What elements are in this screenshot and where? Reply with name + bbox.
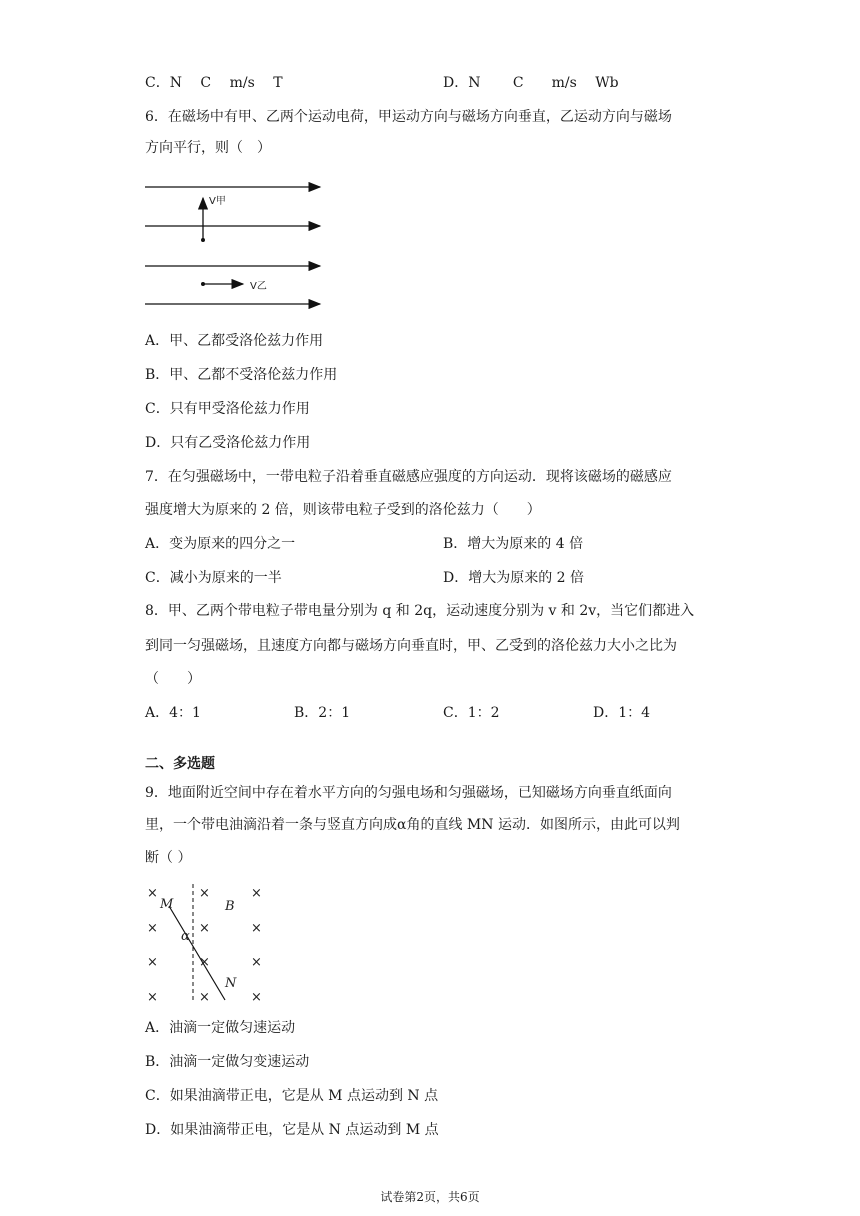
q6-stem-line2: 方向平行，则（ ）: [145, 140, 271, 156]
q8-stem-line1: 8．甲、乙两个带电粒子带电量分别为 q 和 2q，运动速度分别为 v 和 2v，当它们都进入: [145, 603, 695, 619]
page-footer: 试卷第2页，共6页: [380, 1190, 480, 1204]
label-v-yi: V乙: [250, 281, 267, 292]
q9-stem-line3: 断（ ）: [145, 850, 192, 866]
q5-option-d: D．N C m/s Wb: [443, 75, 619, 91]
q6-stem-line1: 6．在磁场中有甲、乙两个运动电荷，甲运动方向与磁场方向垂直，乙运动方向与磁场: [145, 109, 672, 125]
q9-field-diagram: [145, 880, 275, 1010]
cross-mark: ×: [147, 955, 158, 970]
cross-mark: ×: [251, 990, 262, 1005]
q9-option-a: A．油滴一定做匀速运动: [145, 1020, 296, 1036]
label-n: N: [225, 976, 237, 991]
q9-stem-line2: 里，一个带电油滴沿着一条与竖直方向成α角的直线 MN 运动．如图所示，由此可以判: [145, 817, 680, 833]
cross-mark: ×: [147, 921, 158, 936]
cross-mark: ×: [199, 990, 210, 1005]
q8-option-b: B．2：1: [294, 705, 351, 721]
q9-option-d: D．如果油滴带正电，它是从 N 点运动到 M 点: [145, 1122, 439, 1138]
q5-option-c: C．N C m/s T: [145, 75, 283, 91]
q7-option-b: B．增大为原来的 4 倍: [443, 536, 584, 552]
q9-option-b: B．油滴一定做匀变速运动: [145, 1054, 310, 1070]
q8-stem-line3: （ ）: [145, 671, 201, 687]
q8-option-a: A．4：1: [145, 705, 201, 721]
q6-option-a: A．甲、乙都受洛伦兹力作用: [145, 333, 324, 349]
cross-mark: ×: [199, 886, 210, 901]
cross-mark: ×: [199, 955, 210, 970]
cross-mark: ×: [147, 886, 158, 901]
q6-option-d: D．只有乙受洛伦兹力作用: [145, 435, 311, 451]
q8-option-c: C．1：2: [443, 705, 500, 721]
cross-mark: ×: [147, 990, 158, 1005]
q7-option-a: A．变为原来的四分之一: [145, 536, 296, 552]
q6-option-c: C．只有甲受洛伦兹力作用: [145, 401, 310, 417]
q6-magnetic-field-diagram: [145, 178, 330, 313]
q8-option-d: D．1：4: [593, 705, 651, 721]
line-mn: [169, 906, 225, 1000]
label-b: B: [225, 899, 235, 914]
q7-option-d: D．增大为原来的 2 倍: [443, 570, 585, 586]
cross-mark: ×: [251, 921, 262, 936]
q9-stem-line1: 9．地面附近空间中存在着水平方向的匀强电场和匀强磁场，已知磁场方向垂直纸面向: [145, 785, 672, 801]
label-v-jia: V甲: [209, 196, 226, 207]
q7-option-c: C．减小为原来的一半: [145, 570, 282, 586]
q6-option-b: B．甲、乙都不受洛伦兹力作用: [145, 367, 338, 383]
cross-mark: ×: [199, 921, 210, 936]
label-m: M: [160, 897, 174, 912]
cross-mark: ×: [251, 955, 262, 970]
cross-mark: ×: [251, 886, 262, 901]
label-alpha: α: [181, 929, 190, 944]
q7-stem-line1: 7．在匀强磁场中，一带电粒子沿着垂直磁感应强度的方向运动．现将该磁场的磁感应: [145, 469, 672, 485]
q9-option-c: C．如果油滴带正电，它是从 M 点运动到 N 点: [145, 1088, 439, 1104]
q7-stem-line2: 强度增大为原来的 2 倍，则该带电粒子受到的洛伦兹力（ ）: [145, 502, 541, 518]
q8-stem-line2: 到同一匀强磁场，且速度方向都与磁场方向垂直时，甲、乙受到的洛伦兹力大小之比为: [145, 638, 677, 654]
section-title-multiple-choice: 二、多选题: [145, 756, 215, 772]
